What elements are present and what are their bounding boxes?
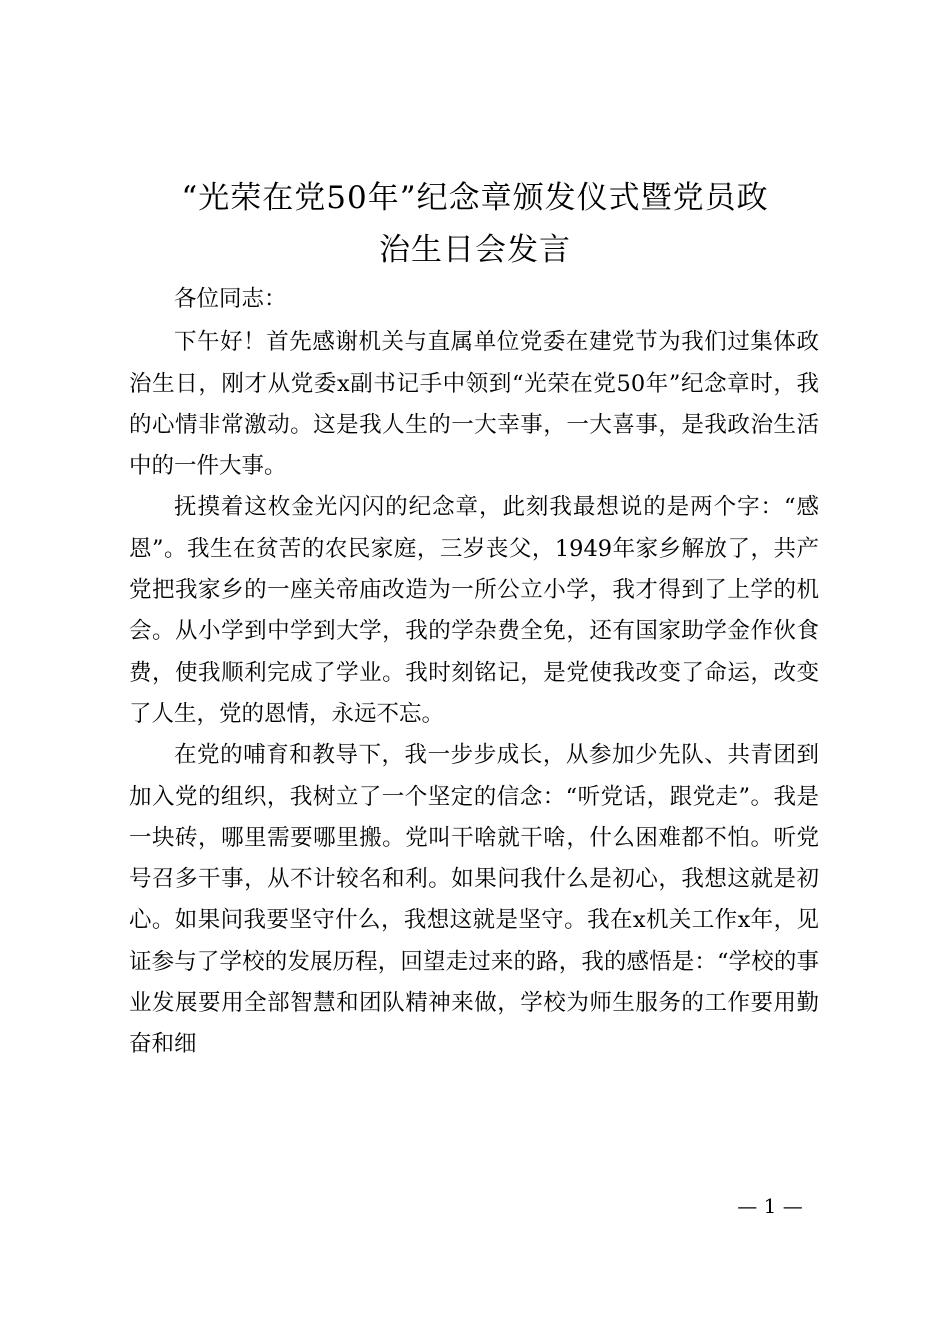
document-body [129,279,819,1066]
page-number: — 1 — [737,1194,803,1218]
paragraph-2: 抚摸着这枚金光闪闪的纪念章，此刻我最想说的是两个字：“感恩”。我生在贫苦的农民家庭，三岁丧父，1949年家乡解放了，共产党把我家乡的一座关帝庙改造为一所公立小学，我才得到了上学的机会。从小学到中学到大学，我的学杂费全免，还有国家助学金作伙食费，使我顺利完成了学业。我时刻铭记，是党使我改变了命运，改变了人生，党的恩情，永远不忘。 [129,494,819,727]
title-line-1: “光荣在党50年”纪念章颁发仪式暨党员政 [181,180,769,216]
title-line-2: 治生日会发言 [379,232,571,268]
paragraph-3: 在党的哺育和教导下，我一步步成长，从参加少先队、共青团到加入党的组织，我树立了一个坚定的信念：“听党话，跟党走”。我是一块砖，哪里需要哪里搬。党叫干啥就干啥，什么困难都不怕。听党号召多干事，从不计较名和利。如果问我什么是初心，我想这就是初心。如果问我要坚守什么，我想这就是坚守。我在x机关工作x年，见证参与了学校的发展历程，回望走过来的路，我的感悟是：“学校的事业发展要用全部智慧和团队精神来做，学校为师生服务的工作要用勤奋和细 [129,742,819,1058]
salutation: 各位同志： [174,286,287,312]
document-title [120,172,830,276]
paragraph-1: 下午好！首先感谢机关与直属单位党委在建党节为我们过集体政治生日，刚才从党委x副书记手中领到“光荣在党50年”纪念章时，我的心情非常激动。这是我人生的一大幸事，一大喜事，是我政治生活中的一件大事。 [129,329,819,480]
